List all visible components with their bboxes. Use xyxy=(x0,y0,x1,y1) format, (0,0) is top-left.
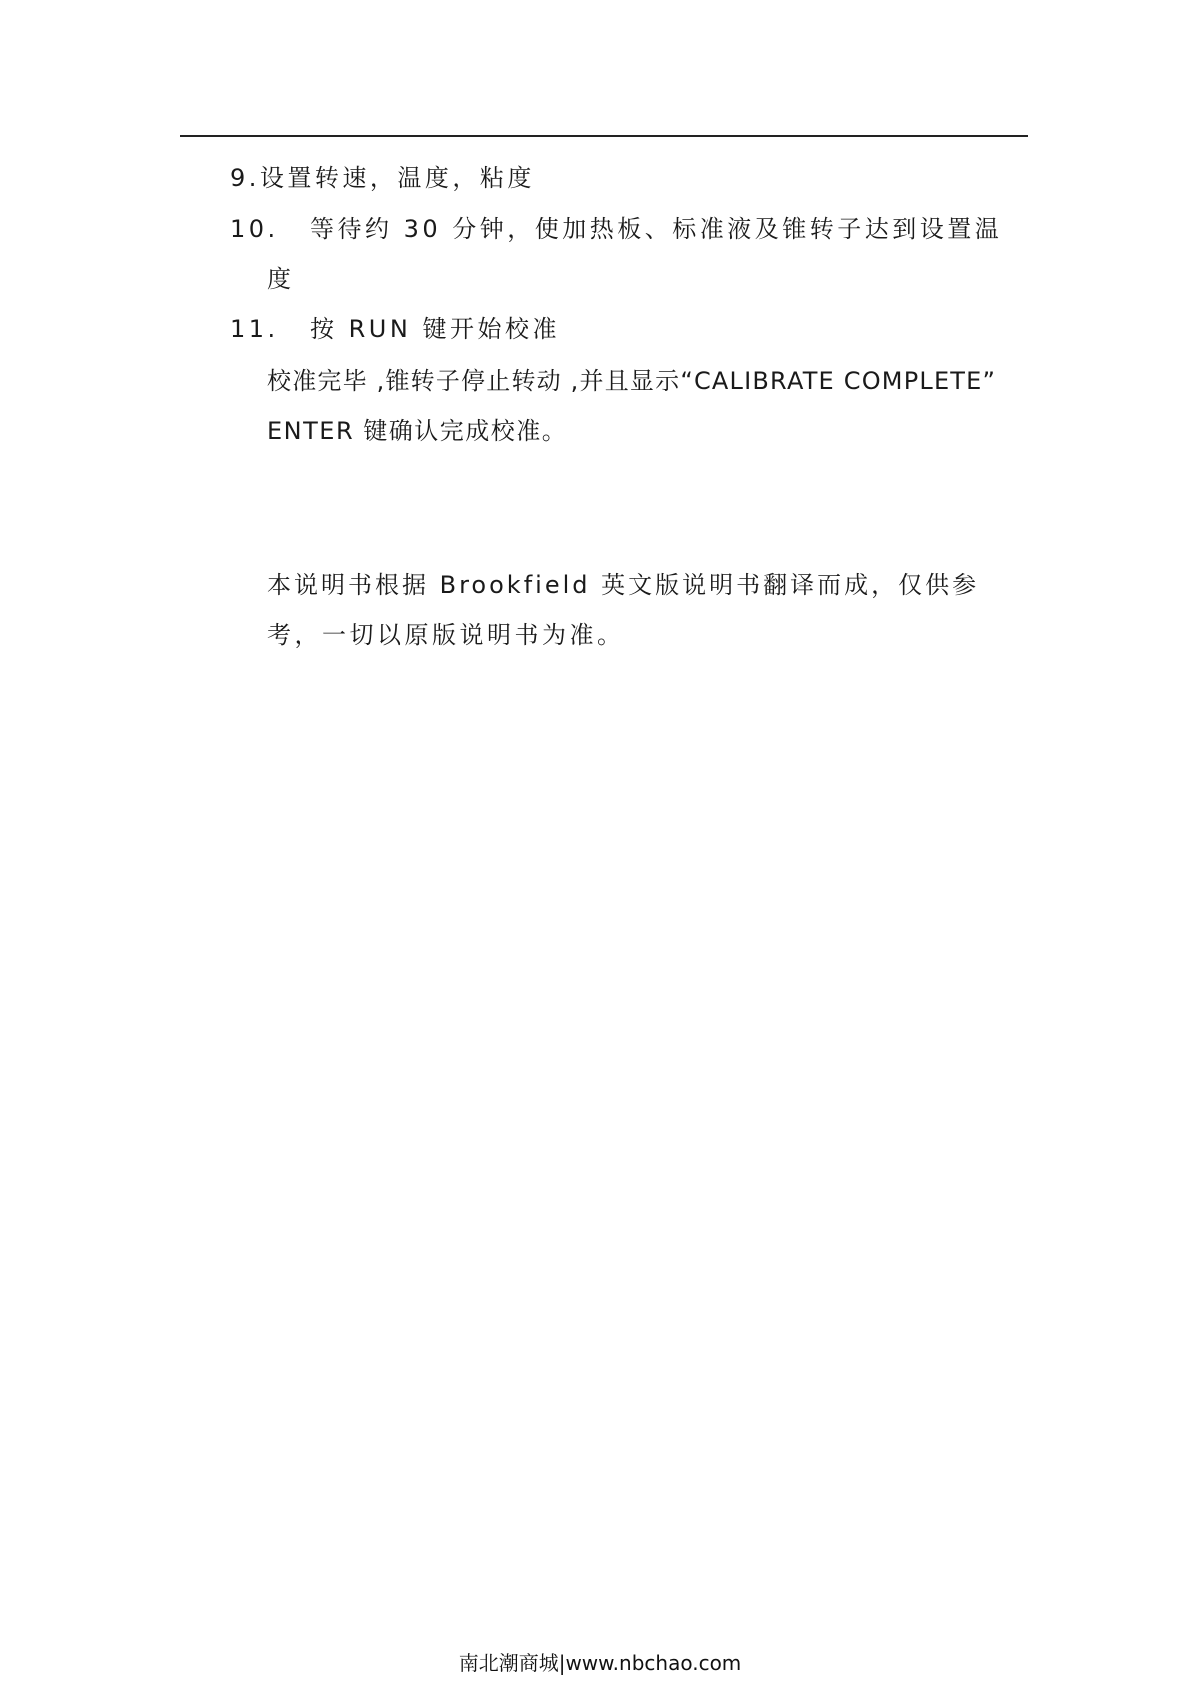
step-text: 设置转速，温度，粘度 xyxy=(259,164,535,192)
header-rule xyxy=(180,135,1028,137)
step-text: 按 RUN 键开始校准 xyxy=(310,315,560,343)
step-9 xyxy=(230,163,535,193)
step-11-detail: 校准完毕 ,锥转子停止转动 ,并且显示“CALIBRATE COMPLETE” xyxy=(267,367,997,395)
disclaimer-line-1: 本说明书根据 Brookfield 英文版说明书翻译而成，仅供参 xyxy=(267,571,980,599)
step-text: 等待约 30 分钟，使加热板、标准液及锥转子达到设置温 xyxy=(310,215,1003,243)
step-number: 9. xyxy=(230,164,260,192)
step-number: 11. xyxy=(230,315,279,343)
step-10 xyxy=(230,214,1002,244)
step-number: 10. xyxy=(230,215,279,243)
disclaimer-line-2: 考，一切以原版说明书为准。 xyxy=(267,621,625,649)
step-10-continuation: 度 xyxy=(267,265,295,293)
step-11-confirm: ENTER 键确认完成校准。 xyxy=(267,417,568,445)
step-11 xyxy=(230,314,560,344)
footer-site-link[interactable]: 南北潮商城|www.nbchao.com xyxy=(458,1651,742,1675)
